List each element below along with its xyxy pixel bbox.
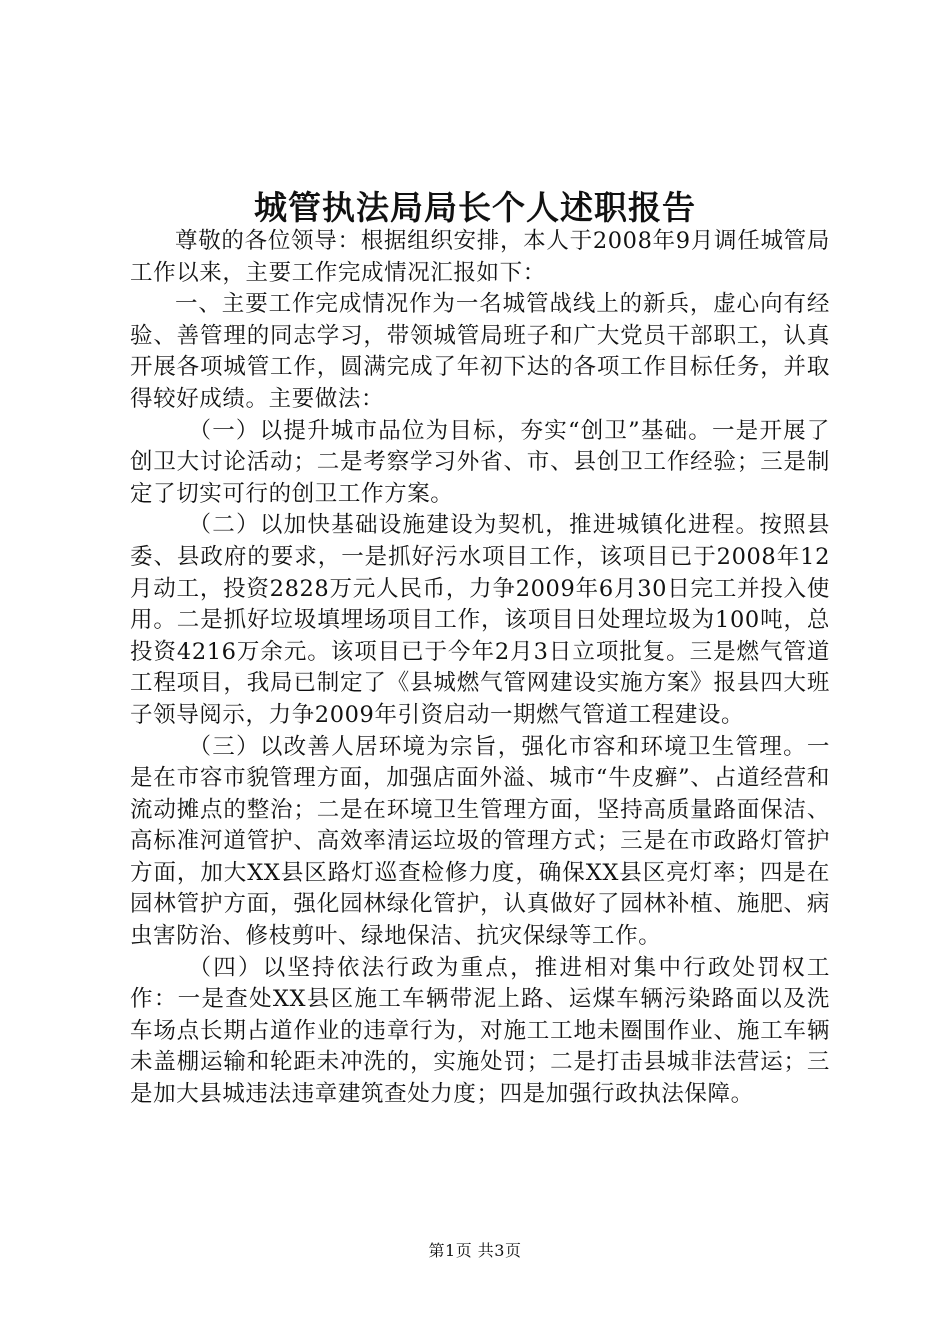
paragraph-greeting: 尊敬的各位领导：根据组织安排，本人于2008年9月调任城管局工作以来，主要工作完成情况汇报如下： bbox=[130, 228, 830, 286]
paragraph-section-one: 一、主要工作完成情况作为一名城管战线上的新兵，虚心向有经验、善管理的同志学习，带领城管局班子和广大党员干部职工，认真开展各项城管工作，圆满完成了年初下达的各项工作目标任务，并取得较好成绩。主要做法： bbox=[130, 291, 830, 412]
paragraph-item-three: （三）以改善人居环境为宗旨，强化市容和环境卫生管理。一是在市容市貌管理方面，加强店面外溢、城市“牛皮癣”、占道经营和流动摊点的整治；二是在环境卫生管理方面，坚持高质量路面保洁、高标准河道管护、高效率清运垃圾的管理方式；三是在市政路灯管护方面，加大XX县区路灯巡查检修力度，确保XX县区亮灯率；四是在园林管护方面，强化园林绿化管护，认真做好了园林补植、施肥、病虫害防治、修枝剪叶、绿地保洁、抗灾保绿等工作。 bbox=[130, 733, 830, 950]
paragraph-item-one: （一）以提升城市品位为目标，夯实“创卫”基础。一是开展了创卫大讨论活动；二是考察学习外省、市、县创卫工作经验；三是制定了切实可行的创卫工作方案。 bbox=[130, 417, 830, 507]
paragraph-item-four: （四）以坚持依法行政为重点，推进相对集中行政处罚权工作：一是查处XX县区施工车辆带泥上路、运煤车辆污染路面以及洗车场点长期占道作业的违章行为，对施工工地未圈围作业、施工车辆未盖棚运输和轮距未冲洗的，实施处罚；二是打击县城非法营运；三是加大县城违法违章建筑查处力度；四是加强行政执法保障。 bbox=[130, 954, 830, 1108]
document-title: 城管执法局局长个人述职报告 bbox=[254, 188, 696, 227]
page-footer: 第1页 共3页 bbox=[428, 1241, 522, 1260]
paragraph-item-two: （二）以加快基础设施建设为契机，推进城镇化进程。按照县委、县政府的要求，一是抓好污水项目工作，该项目已于2008年12月动工，投资2828万元人民币，力争2009年6月30日完工并投入使用。二是抓好垃圾填埋场项目工作，该项目日处理垃圾为100吨，总投资4216万余元。该项目已于今年2月3日立项批复。三是燃气管道工程项目，我局已制定了《县城燃气管网建设实施方案》报县四大班子领导阅示，力争2009年引资启动一期燃气管道工程建设。 bbox=[130, 512, 830, 728]
document-body bbox=[130, 226, 830, 1111]
